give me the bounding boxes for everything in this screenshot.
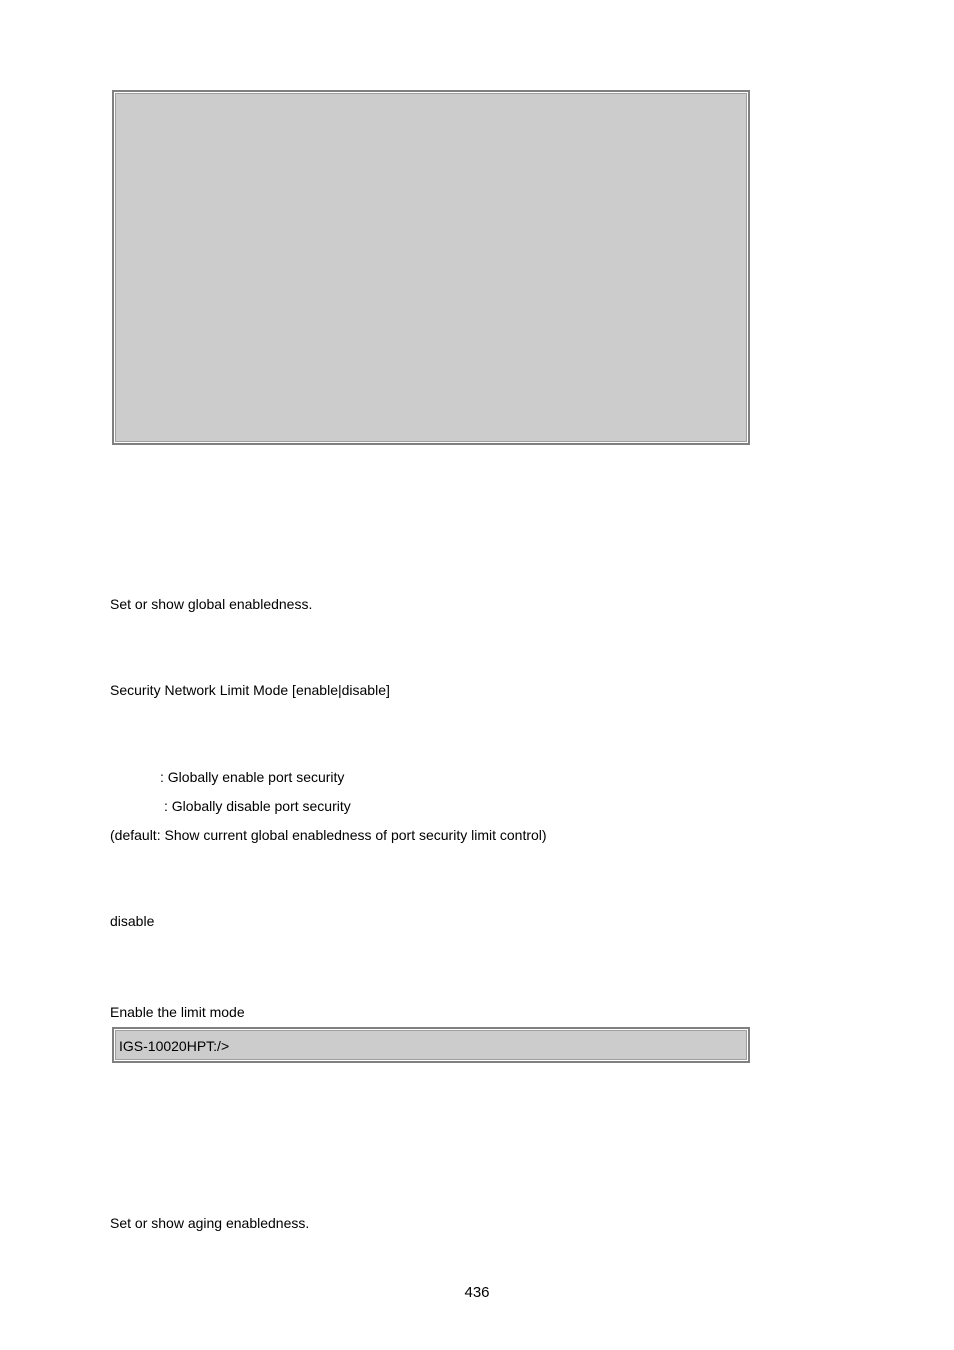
command-syntax: Security Network Limit Mode [enable|disable] bbox=[110, 682, 390, 698]
parameter-enable-description: : Globally enable port security bbox=[160, 769, 345, 785]
example-label: Enable the limit mode bbox=[110, 1004, 245, 1020]
command-description: Set or show global enabledness. bbox=[110, 596, 313, 612]
parameter-default-note: (default: Show current global enabledness of port security limit control) bbox=[110, 827, 547, 843]
code-example-box bbox=[112, 90, 750, 445]
example-cli-prompt: IGS-10020HPT:/> bbox=[119, 1038, 230, 1054]
parameter-disable-description: : Globally disable port security bbox=[164, 798, 351, 814]
default-value: disable bbox=[110, 913, 155, 929]
example-code-box bbox=[112, 1027, 750, 1063]
page-number: 436 bbox=[464, 1284, 490, 1301]
next-command-description: Set or show aging enabledness. bbox=[110, 1215, 310, 1231]
